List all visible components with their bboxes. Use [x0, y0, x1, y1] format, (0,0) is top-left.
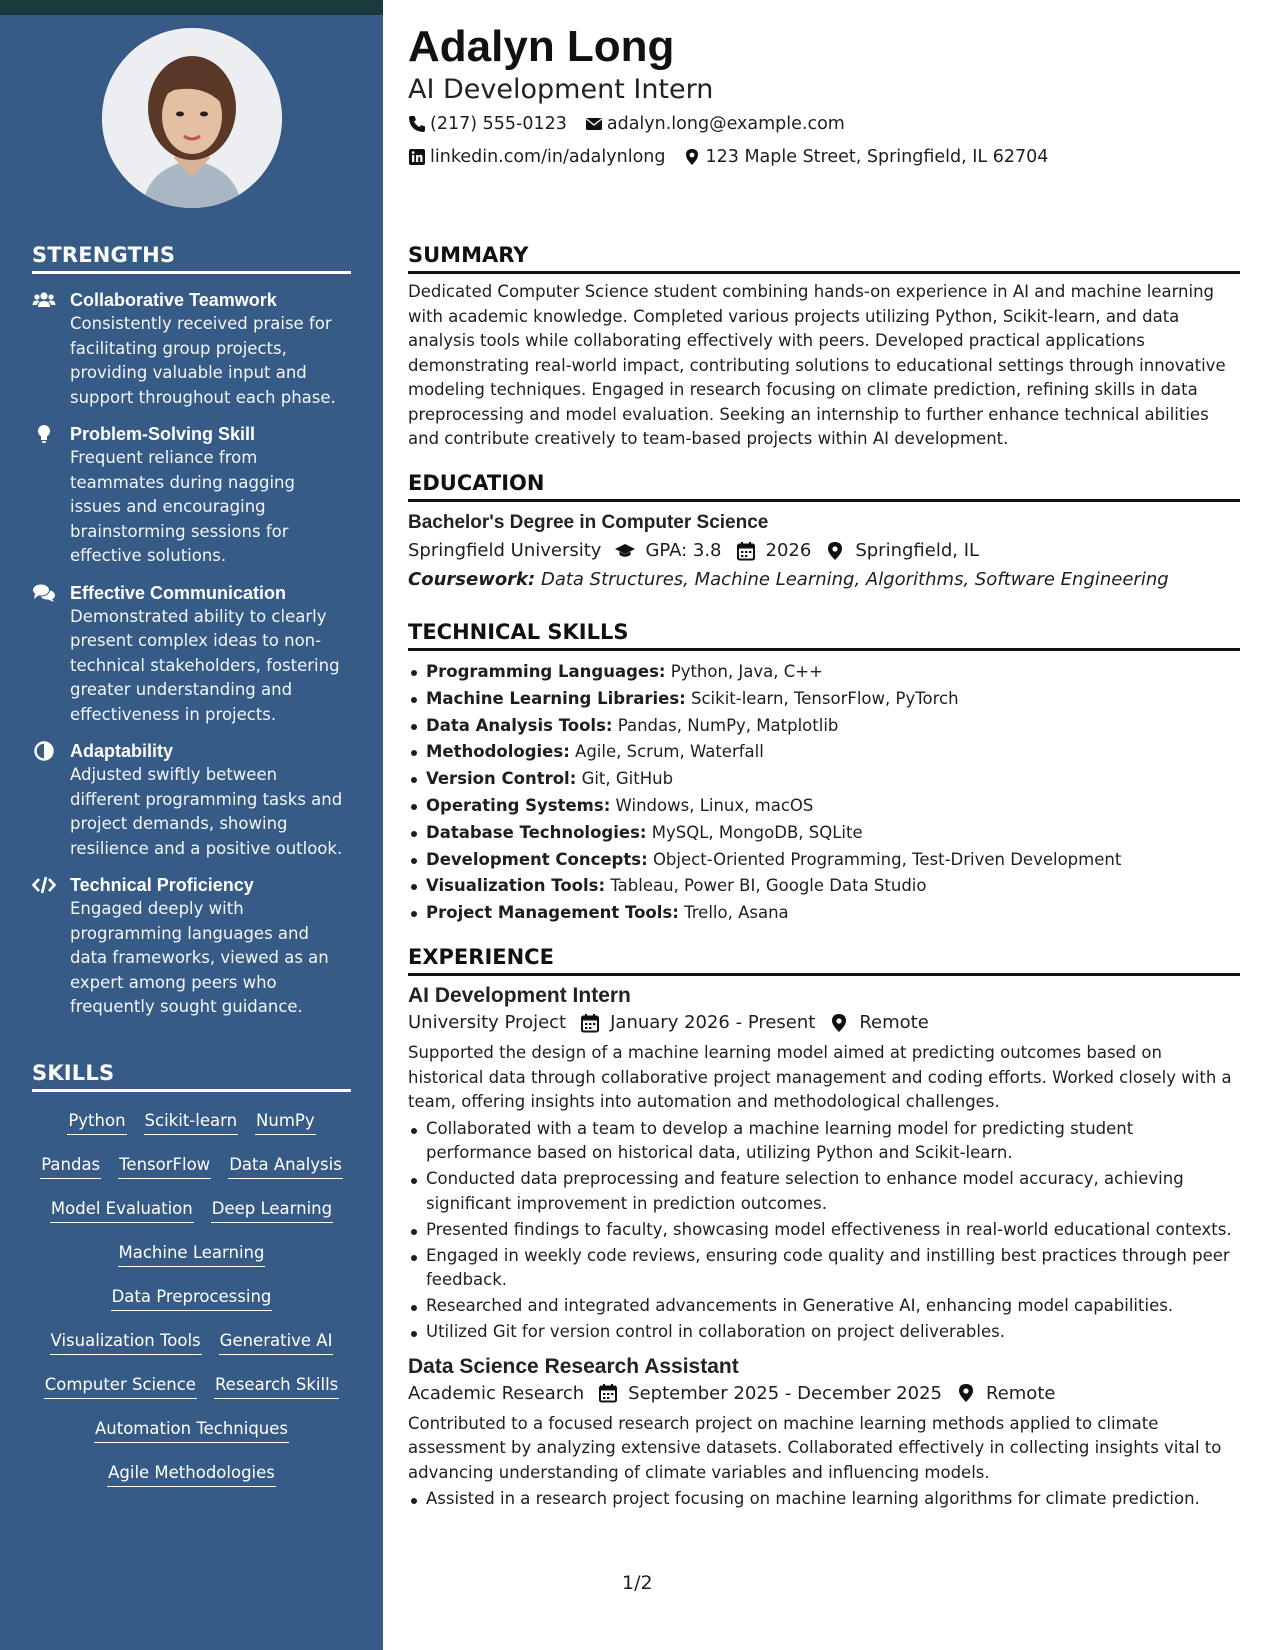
- strength-description: Adjusted swiftly between different programming tasks and project demands, showing resilience and a positive outlook.: [70, 765, 343, 858]
- job-location: [829, 1012, 928, 1033]
- skill-tag: Automation Techniques: [94, 1418, 289, 1443]
- education-heading: EDUCATION: [408, 471, 1240, 502]
- education-meta: [408, 540, 1240, 561]
- job-summary: Supported the design of a machine learning model aimed at predicting outcomes based on historical data through collaborative project management and coding efforts. Worked closely with a team, offering insights into automation and methodological challenges.: [408, 1043, 1232, 1111]
- skill-category: Project Management Tools:: [426, 903, 679, 923]
- phone-icon: [408, 115, 426, 133]
- strength-title: Technical Proficiency: [70, 875, 254, 895]
- gpa-text: GPA: 3.8: [645, 540, 722, 561]
- list-item: Assisted in a research project focusing on machine learning algorithms for climate prediction.: [408, 1487, 1240, 1512]
- strengths-section: [32, 243, 351, 1020]
- job-org: [408, 1383, 584, 1404]
- location-text: Remote: [859, 1012, 929, 1033]
- skill-tag: NumPy: [255, 1110, 316, 1135]
- skill-category: Methodologies:: [426, 742, 570, 762]
- skill-tag: Visualization Tools: [50, 1330, 202, 1355]
- summary-text: Dedicated Computer Science student combining hands-on experience in AI and machine learning with academic knowledge. Completed various projects utilizing Python, Scikit-learn, and data analysis tools while collaborating effectively with peers. Developed practical applications demonstrating real-world impact, contributing solutions to educational settings through innovative modeling techniques. Engaged in research focusing on climate prediction, refining skills in data preprocessing and model evaluation. Seeking an internship to further enhance technical abilities and contribute creatively to team-based projects within AI development.: [408, 282, 1226, 448]
- skill-tag: TensorFlow: [118, 1154, 211, 1179]
- envelope-icon: [585, 115, 603, 133]
- strength-item: [32, 739, 351, 861]
- strength-description: Consistently received praise for facilitating group projects, providing valuable input and support throughout each phase.: [70, 314, 336, 407]
- list-item: [408, 900, 1240, 927]
- list-item: [408, 686, 1240, 713]
- education-section: [408, 471, 1240, 590]
- phone-contact[interactable]: [408, 114, 567, 134]
- skill-category: Machine Learning Libraries:: [426, 688, 686, 708]
- skill-category: Database Technologies:: [426, 822, 647, 842]
- list-item: Utilized Git for version control in collaboration on project deliverables.: [408, 1320, 1240, 1345]
- job-meta: [408, 1012, 1240, 1033]
- skill-category: Operating Systems:: [426, 795, 611, 815]
- job-location: [956, 1383, 1055, 1404]
- sidebar: [0, 0, 383, 1650]
- job-org: [408, 1012, 566, 1033]
- skill-values: Tableau, Power BI, Google Data Studio: [610, 876, 927, 896]
- linkedin-icon: [408, 148, 426, 166]
- skill-tag: Agile Methodologies: [107, 1462, 276, 1487]
- calendar-icon: [580, 1013, 600, 1033]
- map-pin-icon: [956, 1383, 976, 1403]
- org-text: University Project: [408, 1012, 567, 1033]
- technical-skills-section: [408, 620, 1240, 927]
- address-contact: [683, 147, 1048, 167]
- gpa: [615, 540, 721, 561]
- skills-heading: SKILLS: [32, 1061, 351, 1092]
- technical-skills-heading: TECHNICAL SKILLS: [408, 620, 1240, 651]
- lightbulb-icon: [32, 424, 56, 444]
- skill-category: Version Control:: [426, 769, 577, 789]
- experience-section: [408, 945, 1240, 1513]
- job-meta: [408, 1383, 1240, 1404]
- skill-values: Pandas, NumPy, Matplotlib: [617, 715, 839, 735]
- list-item: [408, 713, 1240, 740]
- list-item: Engaged in weekly code reviews, ensuring code quality and instilling best practices through peer feedback.: [408, 1244, 1240, 1293]
- graduation-year: [736, 540, 812, 561]
- users-icon: [32, 290, 56, 310]
- school-text: Springfield University: [408, 540, 602, 561]
- skill-category: Visualization Tools:: [426, 876, 606, 896]
- phone-text: (217) 555-0123: [430, 114, 567, 134]
- strength-title: Collaborative Teamwork: [70, 290, 277, 310]
- job-title: AI Development Intern: [408, 984, 631, 1007]
- candidate-title: AI Development Intern: [408, 74, 714, 105]
- list-item: Conducted data preprocessing and feature selection to enhance model accuracy, achieving significant improvement in prediction outcomes.: [408, 1167, 1240, 1216]
- map-pin-icon: [683, 148, 701, 166]
- sidebar-top-bar: [0, 0, 383, 15]
- job-entry: [408, 984, 1240, 1345]
- map-pin-icon: [825, 541, 845, 561]
- strength-description: Engaged deeply with programming languages and data frameworks, viewed as an expert among peers who frequently sought guidance.: [70, 899, 329, 1016]
- strength-title: Adaptability: [70, 741, 174, 761]
- candidate-name: Adalyn Long: [408, 22, 675, 71]
- coursework-label: Coursework:: [408, 569, 536, 590]
- strength-description: Frequent reliance from teammates during nagging issues and encouraging brainstorming sessions for effective solutions.: [70, 448, 295, 565]
- contact-line: [408, 114, 863, 134]
- list-item: [408, 766, 1240, 793]
- skill-tag: Data Preprocessing: [111, 1286, 273, 1311]
- skill-values: Git, GitHub: [581, 769, 674, 789]
- email-text: adalyn.long@example.com: [606, 114, 845, 134]
- list-item: [408, 739, 1240, 766]
- year-text: 2026: [765, 540, 812, 561]
- dates-text: September 2025 - December 2025: [628, 1382, 942, 1404]
- skill-category: Development Concepts:: [426, 849, 648, 869]
- school-name: [408, 540, 601, 561]
- job-bullets: [408, 1487, 1240, 1512]
- school-location: [825, 540, 979, 561]
- strength-item: [32, 422, 351, 569]
- skill-tag: Python: [67, 1110, 126, 1135]
- job-title: Data Science Research Assistant: [408, 1354, 739, 1378]
- strength-item: [32, 581, 351, 728]
- skill-tag: Pandas: [40, 1154, 101, 1179]
- strength-title: Effective Communication: [70, 582, 287, 603]
- skill-tag: Computer Science: [44, 1374, 197, 1399]
- strength-item: [32, 288, 351, 410]
- list-item: Collaborated with a team to develop a machine learning model for predicting student performance based on historical data, utilizing Python and Scikit-learn.: [408, 1117, 1240, 1166]
- skill-tag: Machine Learning: [118, 1242, 266, 1267]
- map-pin-icon: [829, 1013, 849, 1033]
- skill-values: Python, Java, C++: [670, 662, 823, 681]
- job-dates: [580, 1012, 815, 1033]
- calendar-icon: [598, 1383, 618, 1403]
- linkedin-contact[interactable]: [408, 147, 665, 167]
- strength-item: [32, 873, 351, 1020]
- contact-line: [408, 147, 1066, 167]
- list-item: [408, 793, 1240, 820]
- skill-category: Data Analysis Tools:: [426, 715, 613, 735]
- experience-heading: EXPERIENCE: [408, 945, 1240, 976]
- list-item: [408, 847, 1240, 874]
- list-item: [408, 873, 1240, 900]
- skill-values: Scikit-learn, TensorFlow, PyTorch: [691, 688, 959, 708]
- dates-text: January 2026 - Present: [610, 1012, 816, 1033]
- job-entry: [408, 1355, 1240, 1512]
- list-item: Presented findings to faculty, showcasing model effectiveness in real-world educational contexts.: [408, 1218, 1240, 1243]
- skill-tag: Research Skills: [214, 1374, 339, 1399]
- coursework: [408, 569, 1240, 590]
- skill-values: Object-Oriented Programming, Test-Driven Development: [652, 849, 1122, 869]
- code-icon: [32, 875, 56, 895]
- skill-tag: Scikit-learn: [144, 1110, 239, 1135]
- job-summary: Contributed to a focused research project on machine learning methods applied to climate assessment by analyzing extensive datasets. Collaborated effectively in collecting insights vital to advancing understanding of climate variables and influencing models.: [408, 1413, 1222, 1482]
- skill-values: Windows, Linux, macOS: [615, 795, 814, 815]
- half-circle-icon: [32, 741, 56, 761]
- degree-title: Bachelor's Degree in Computer Science: [408, 512, 769, 533]
- page-number: 1/2: [622, 1572, 653, 1594]
- skill-values: Trello, Asana: [684, 903, 789, 923]
- summary-heading: SUMMARY: [408, 243, 1240, 274]
- skill-tag: Generative AI: [219, 1330, 334, 1355]
- org-text: Academic Research: [408, 1382, 585, 1404]
- skill-tag: Data Analysis: [228, 1154, 343, 1179]
- location-text: Springfield, IL: [855, 540, 980, 561]
- skill-values: Agile, Scrum, Waterfall: [575, 742, 764, 762]
- job-dates: [598, 1383, 942, 1404]
- skill-category: Programming Languages:: [426, 662, 666, 681]
- comments-icon: [32, 583, 56, 603]
- list-item: [408, 659, 1240, 686]
- skills-section: [32, 1061, 351, 1487]
- coursework-list: Data Structures, Machine Learning, Algorithms, Software Engineering: [540, 569, 1169, 590]
- graduation-cap-icon: [615, 541, 635, 561]
- summary-section: [408, 243, 1240, 452]
- list-item: [408, 820, 1240, 847]
- address-text: 123 Maple Street, Springfield, IL 62704: [705, 147, 1049, 167]
- skill-tag: Deep Learning: [211, 1198, 333, 1223]
- linkedin-text: linkedin.com/in/adalynlong: [430, 147, 666, 167]
- strength-title: Problem-Solving Skill: [70, 424, 256, 444]
- strength-description: Demonstrated ability to clearly present complex ideas to non-technical stakeholders, fostering greater understanding and effectiveness in projects.: [70, 606, 340, 724]
- calendar-icon: [736, 541, 756, 561]
- skill-values: MySQL, MongoDB, SQLite: [651, 822, 863, 842]
- location-text: Remote: [986, 1382, 1056, 1404]
- list-item: Researched and integrated advancements in Generative AI, enhancing model capabilities.: [408, 1294, 1240, 1319]
- technical-skills-list: [408, 659, 1240, 927]
- job-bullets: [408, 1117, 1240, 1345]
- profile-photo: [102, 28, 282, 208]
- skill-tag: Model Evaluation: [50, 1198, 194, 1223]
- strengths-heading: STRENGTHS: [32, 243, 351, 274]
- email-contact[interactable]: [585, 114, 845, 134]
- skills-tag-list: [32, 1110, 351, 1487]
